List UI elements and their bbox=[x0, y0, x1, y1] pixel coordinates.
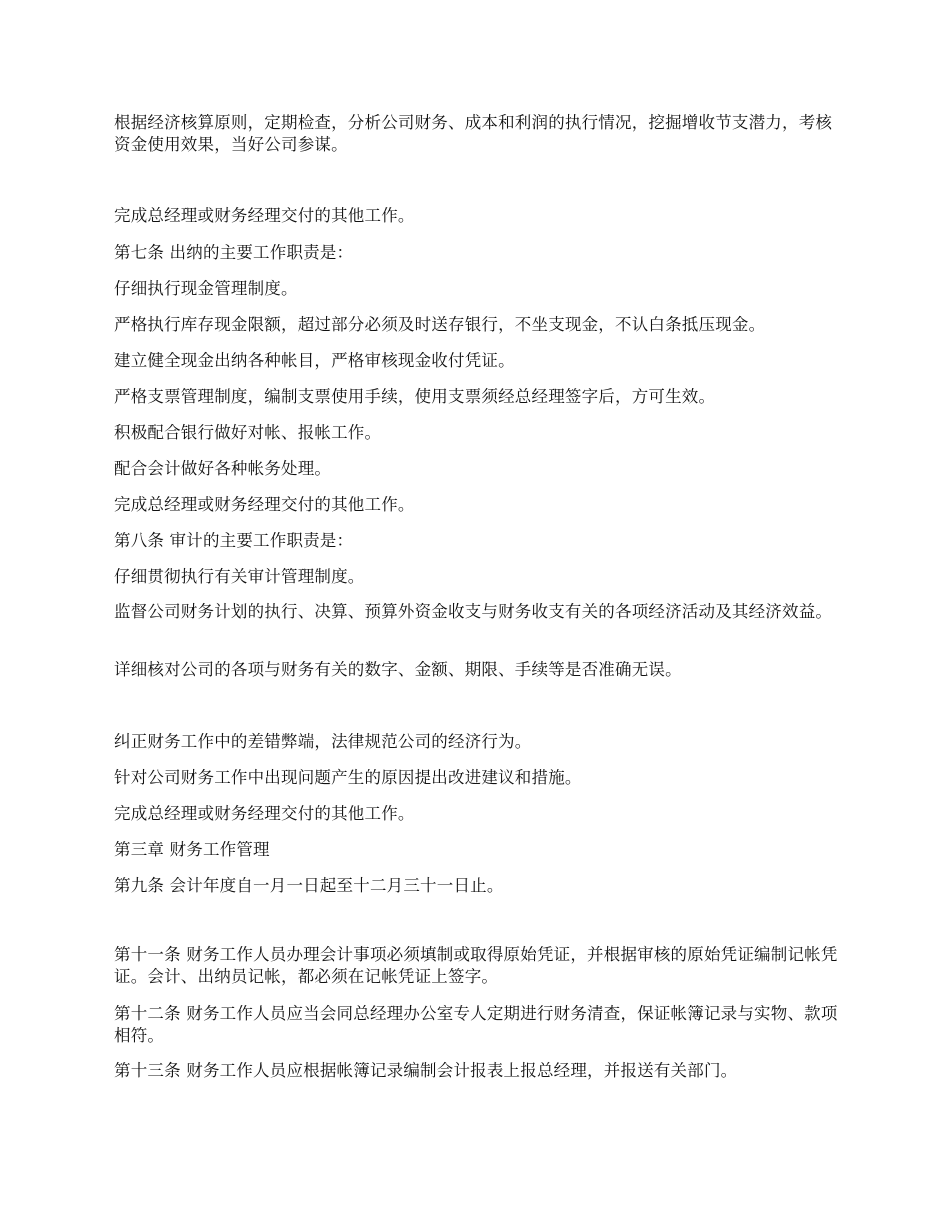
paragraph-improvement: 针对公司财务工作中出现问题产生的原因提出改进建议和措施。 bbox=[114, 768, 582, 787]
paragraph-check-management: 严格支票管理制度，编制支票使用手续，使用支票须经总经理签字后，方可生效。 bbox=[114, 387, 716, 406]
article-13: 第十三条 财务工作人员应根据帐簿记录编制会计报表上报总经理，并报送有关部门。 bbox=[114, 1061, 738, 1080]
paragraph-other-work-1: 完成总经理或财务经理交付的其他工作。 bbox=[114, 206, 415, 225]
article-7-heading: 第七条 出纳的主要工作职责是： bbox=[114, 243, 354, 262]
paragraph-other-work-3: 完成总经理或财务经理交付的其他工作。 bbox=[114, 804, 415, 823]
paragraph-bank-reconciliation: 积极配合银行做好对帐、报帐工作。 bbox=[114, 423, 382, 442]
paragraph-accounting-analysis: 根据经济核算原则，定期检查，分析公司财务、成本和利润的执行情况，挖掘增收节支潜力，考核资金使用效果，当好公司参谋。 bbox=[114, 113, 833, 154]
paragraph-audit-verification: 详细核对公司的各项与财务有关的数字、金额、期限、手续等是否准确无误。 bbox=[114, 660, 682, 679]
document-page bbox=[114, 0, 844, 1230]
paragraph-cash-limit: 严格执行库存现金限额，超过部分必须及时送存银行，不坐支现金，不认白条抵压现金。 bbox=[114, 315, 766, 334]
paragraph-audit-system: 仔细贯彻执行有关审计管理制度。 bbox=[114, 567, 365, 586]
paragraph-audit-supervision: 监督公司财务计划的执行、决算、预算外资金收支与财务收支有关的各项经济活动及其经济效益。 bbox=[114, 602, 833, 621]
article-9: 第九条 会计年度自一月一日起至十二月三十一日止。 bbox=[114, 876, 504, 895]
article-11: 第十一条 财务工作人员办理会计事项必须填制或取得原始凭证，并根据审核的原始凭证编制记帐凭证。会计、出纳员记帐，都必须在记帐凭证上签字。 bbox=[114, 945, 838, 986]
article-8-heading: 第八条 审计的主要工作职责是： bbox=[114, 531, 354, 550]
paragraph-assist-accounting: 配合会计做好各种帐务处理。 bbox=[114, 459, 332, 478]
paragraph-cash-accounts: 建立健全现金出纳各种帐目，严格审核现金收付凭证。 bbox=[114, 351, 515, 370]
paragraph-other-work-2: 完成总经理或财务经理交付的其他工作。 bbox=[114, 495, 415, 514]
paragraph-cash-management: 仔细执行现金管理制度。 bbox=[114, 279, 298, 298]
chapter-3-heading: 第三章 财务工作管理 bbox=[114, 840, 270, 859]
article-12: 第十二条 财务工作人员应当会同总经理办公室专人定期进行财务清查，保证帐簿记录与实物、款项相符。 bbox=[114, 1004, 838, 1045]
paragraph-correct-errors: 纠正财务工作中的差错弊端，法律规范公司的经济行为。 bbox=[114, 732, 532, 751]
